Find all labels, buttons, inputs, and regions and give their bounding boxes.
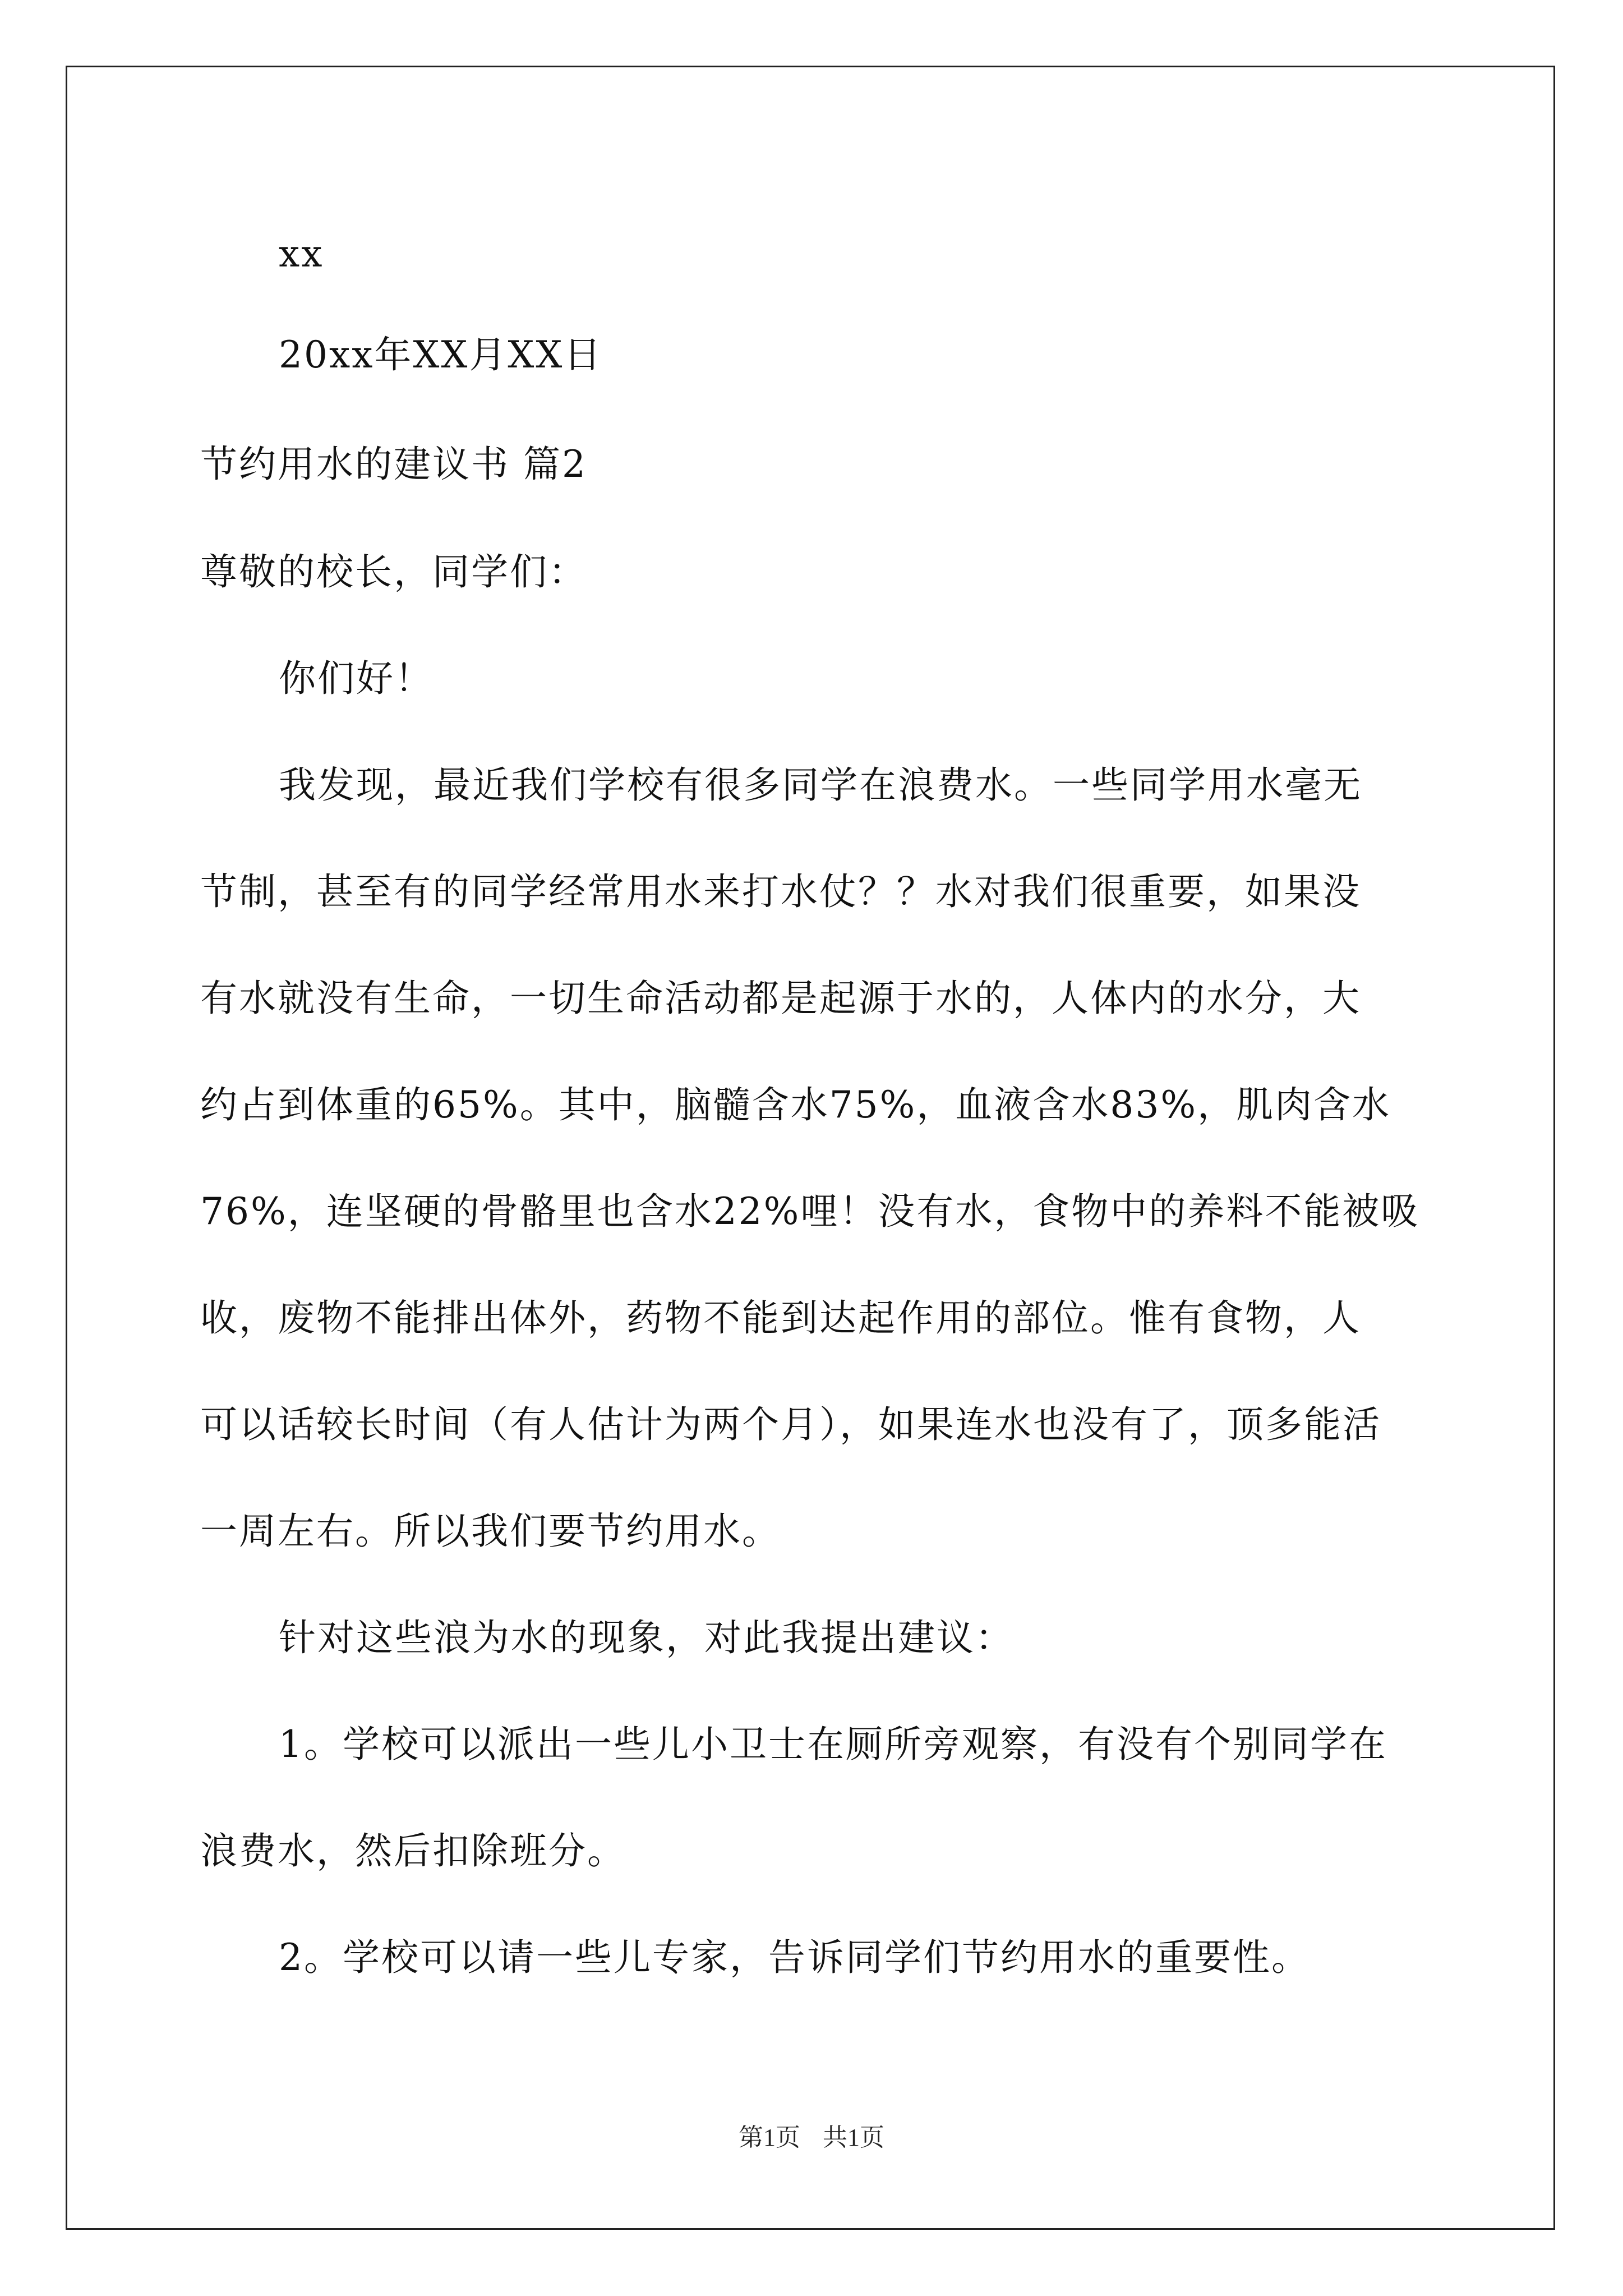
paragraph-line: 收，废物不能排出体外，药物不能到达起作用的部位。惟有食物，人 (200, 1296, 1361, 1340)
page-total: 共1页 (823, 2124, 884, 2151)
paragraph-line: 有水就没有生命，一切生命活动都是起源于水的，人体内的水分，大 (200, 977, 1361, 1020)
suggestion-line: 1。学校可以派出一些儿小卫士在厕所旁观察，有没有个别同学在 (279, 1723, 1387, 1766)
date: 20xx年XX月XX日 (279, 333, 603, 376)
paragraph-line: 一周左右。所以我们要节约用水。 (200, 1510, 781, 1553)
section-title: 节约用水的建议书 篇2 (200, 443, 587, 486)
paragraph-intro-suggestions: 针对这些浪为水的现象，对此我提出建议： (279, 1616, 1014, 1659)
suggestion-line: 浪费水，然后扣除班分。 (200, 1829, 626, 1872)
paragraph-line: 我发现，最近我们学校有很多同学在浪费水。一些同学用水毫无 (279, 763, 1362, 807)
paragraph-line: 可以话较长时间（有人估计为两个月），如果连水也没有了，顶多能活 (200, 1403, 1381, 1446)
signature: xx (279, 232, 324, 275)
page-number: 第1页 (739, 2124, 800, 2151)
paragraph-line: 76%，连坚硬的骨骼里也含水22%哩！没有水，食物中的养料不能被吸 (200, 1190, 1420, 1233)
salutation: 尊敬的校长，同学们： (200, 550, 587, 593)
page-border (66, 66, 1555, 2230)
suggestion-line: 2。学校可以请一些儿专家，告诉同学们节约用水的重要性。 (279, 1936, 1310, 1979)
greeting: 你们好！ (279, 657, 434, 700)
paragraph-line: 节制，甚至有的同学经常用水来打水仗？？水对我们很重要，如果没 (200, 870, 1361, 913)
paragraph-line: 约占到体重的65%。其中，脑髓含水75%，血液含水83%，肌肉含水 (200, 1083, 1391, 1126)
page-footer (0, 2121, 1623, 2155)
